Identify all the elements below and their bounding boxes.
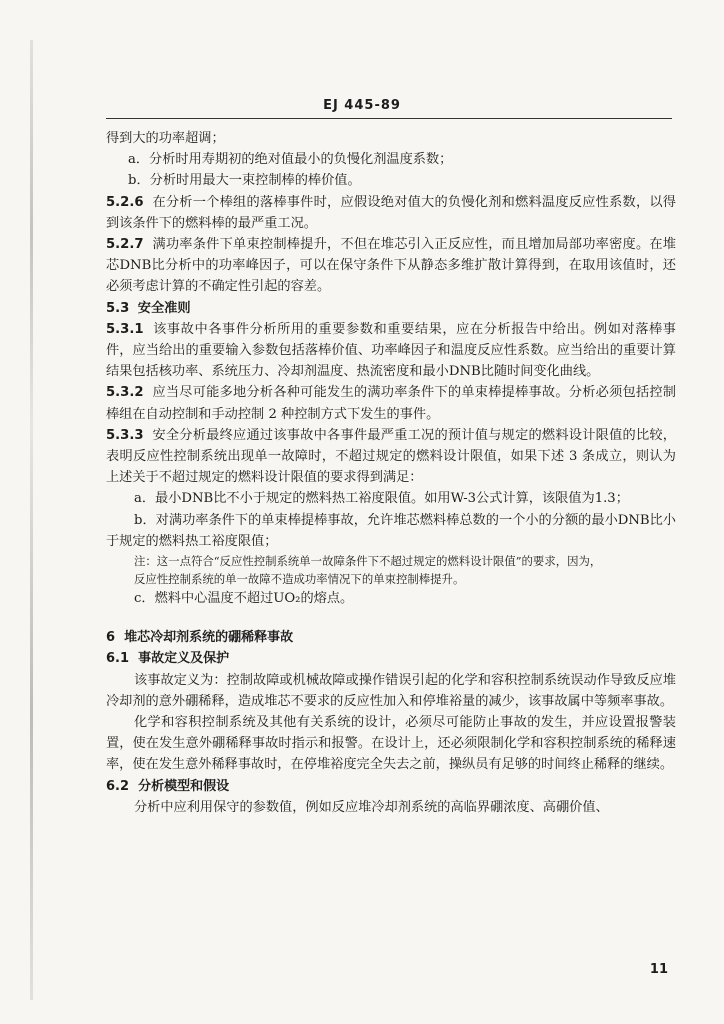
criterion-c: c．燃料中心温度不超过UO₂的熔点。 — [134, 591, 354, 607]
chapter-6-heading — [106, 627, 676, 648]
clause-text: 该事故中各事件分析所用的重要参数和重要结果，应在分析报告中给出。例如对落棒事件，应当给出的重要输入参数包括落棒价值、功率峰因子和温度反应性系数。应当给出的重要计算结果包括核功率、系统压力、冷却剂温度、热流密度和最小DNB比随时间变化曲线。 — [106, 321, 676, 380]
clause-number: 5.3.3 — [106, 427, 144, 443]
clause-5-3-2 — [106, 382, 676, 424]
paragraph-6-1-b: 化学和容积控制系统及其他有关系统的设计，必须尽可能防止事故的发生，并应设置报警装置，使在发生意外硼稀释事故时指示和报警。在设计上，还必须限制化学和容积控制系统的稀释速率，使在发生意外稀释事故时，在停堆裕度完全失去之前，操纵员有足够的时间终止稀释的继续。 — [106, 715, 676, 773]
paragraph-6-2: 分析中应利用保守的参数值，例如反应堆冷却剂系统的高临界硼浓度、高硼价值、 — [134, 799, 609, 815]
criterion-a: a．最小DNB比不小于规定的燃料热工裕度限值。如用W-3公式计算，该限值为1.3； — [134, 491, 629, 507]
section-gap — [106, 609, 676, 627]
header-rule — [106, 118, 672, 119]
section-6-2-heading — [106, 776, 676, 797]
section-number: 6.1 — [106, 651, 130, 667]
clause-number: 5.2.6 — [106, 194, 144, 210]
clause-5-2-6 — [106, 192, 676, 234]
chapter-title: 堆芯冷却剂系统的硼稀释事故 — [124, 630, 294, 646]
criterion-b: b．对满功率条件下的单束棒提棒事故，允许堆芯燃料棒总数的一个小的分额的最小DNB比小于规定的燃料热工裕度限值； — [106, 512, 676, 549]
chapter-number: 6 — [106, 630, 116, 646]
clause-5-3-1 — [106, 319, 676, 383]
list-item-a: a．分析时用寿期初的绝对值最小的负慢化剂温度系数； — [128, 152, 453, 168]
continuation-line: 得到大的功率超调； — [106, 131, 225, 146]
section-6-1-heading — [106, 648, 676, 669]
clause-5-2-7 — [106, 234, 676, 298]
clause-number: 5.3.2 — [106, 385, 144, 401]
list-item-b: b．分析时用最大一束控制棒的棒价值。 — [128, 173, 361, 189]
clause-text: 满功率条件下单束控制棒提升，不但在堆芯引入正反应性，而且增加局部功率密度。在堆芯DNB比分析中的功率峰因子，可以在保守条件下从静态多维扩散计算得到，在取用该值时，还必须考虑计算的不确定性引起的容差。 — [106, 237, 676, 295]
section-number: 6.2 — [106, 778, 130, 794]
section-title: 事故定义及保护 — [138, 651, 230, 667]
clause-text: 在分析一个棒组的落棒事件时，应假设绝对值大的负慢化剂和燃料温度反应性系数，以得到该条件下的燃料棒的最严重工况。 — [106, 194, 676, 231]
clause-number: 5.3.1 — [106, 321, 144, 337]
section-5-3-heading — [106, 298, 676, 319]
document-body — [106, 128, 676, 818]
clause-number: 5.2.7 — [106, 237, 144, 253]
page-number: 11 — [649, 962, 668, 977]
clause-text: 安全分析最终应通过该事故中各事件最严重工况的预计值与规定的燃料设计限值的比较，表明反应性控制系统出现单一故障时，不超过规定的燃料设计限值，如果下述 3 条成立，则认为上述关于不超过规定的燃料设计限值的要求得到满足： — [106, 427, 676, 486]
clause-5-3-3 — [106, 425, 676, 489]
document-code-header: EJ 445-89 — [323, 98, 401, 113]
note-line-2: 反应性控制系统的单一故障不造成功率情况下的单束控制棒提升。 — [134, 572, 465, 587]
clause-text: 应当尽可能多地分析各种可能发生的满功率条件下的单束棒提棒事故。分析必须包括控制棒组在自动控制和手动控制 2 种控制方式下发生的事件。 — [106, 385, 676, 422]
section-title: 分析模型和假设 — [138, 778, 230, 794]
section-number: 5.3 — [106, 300, 130, 316]
section-title: 安全准则 — [137, 300, 191, 316]
note-line-1: 注：这一点符合“反应性控制系统单一故障条件下不超过规定的燃料设计限值”的要求，因为， — [134, 554, 602, 569]
scan-edge-shadow — [30, 40, 33, 1000]
paragraph-6-1-a: 该事故定义为：控制故障或机械故障或操作错误引起的化学和容积控制系统误动作导致反应堆冷却剂的意外硼稀释，造成堆芯不要求的反应性加入和停堆裕量的减少，该事故属中等频率事故。 — [106, 672, 676, 709]
